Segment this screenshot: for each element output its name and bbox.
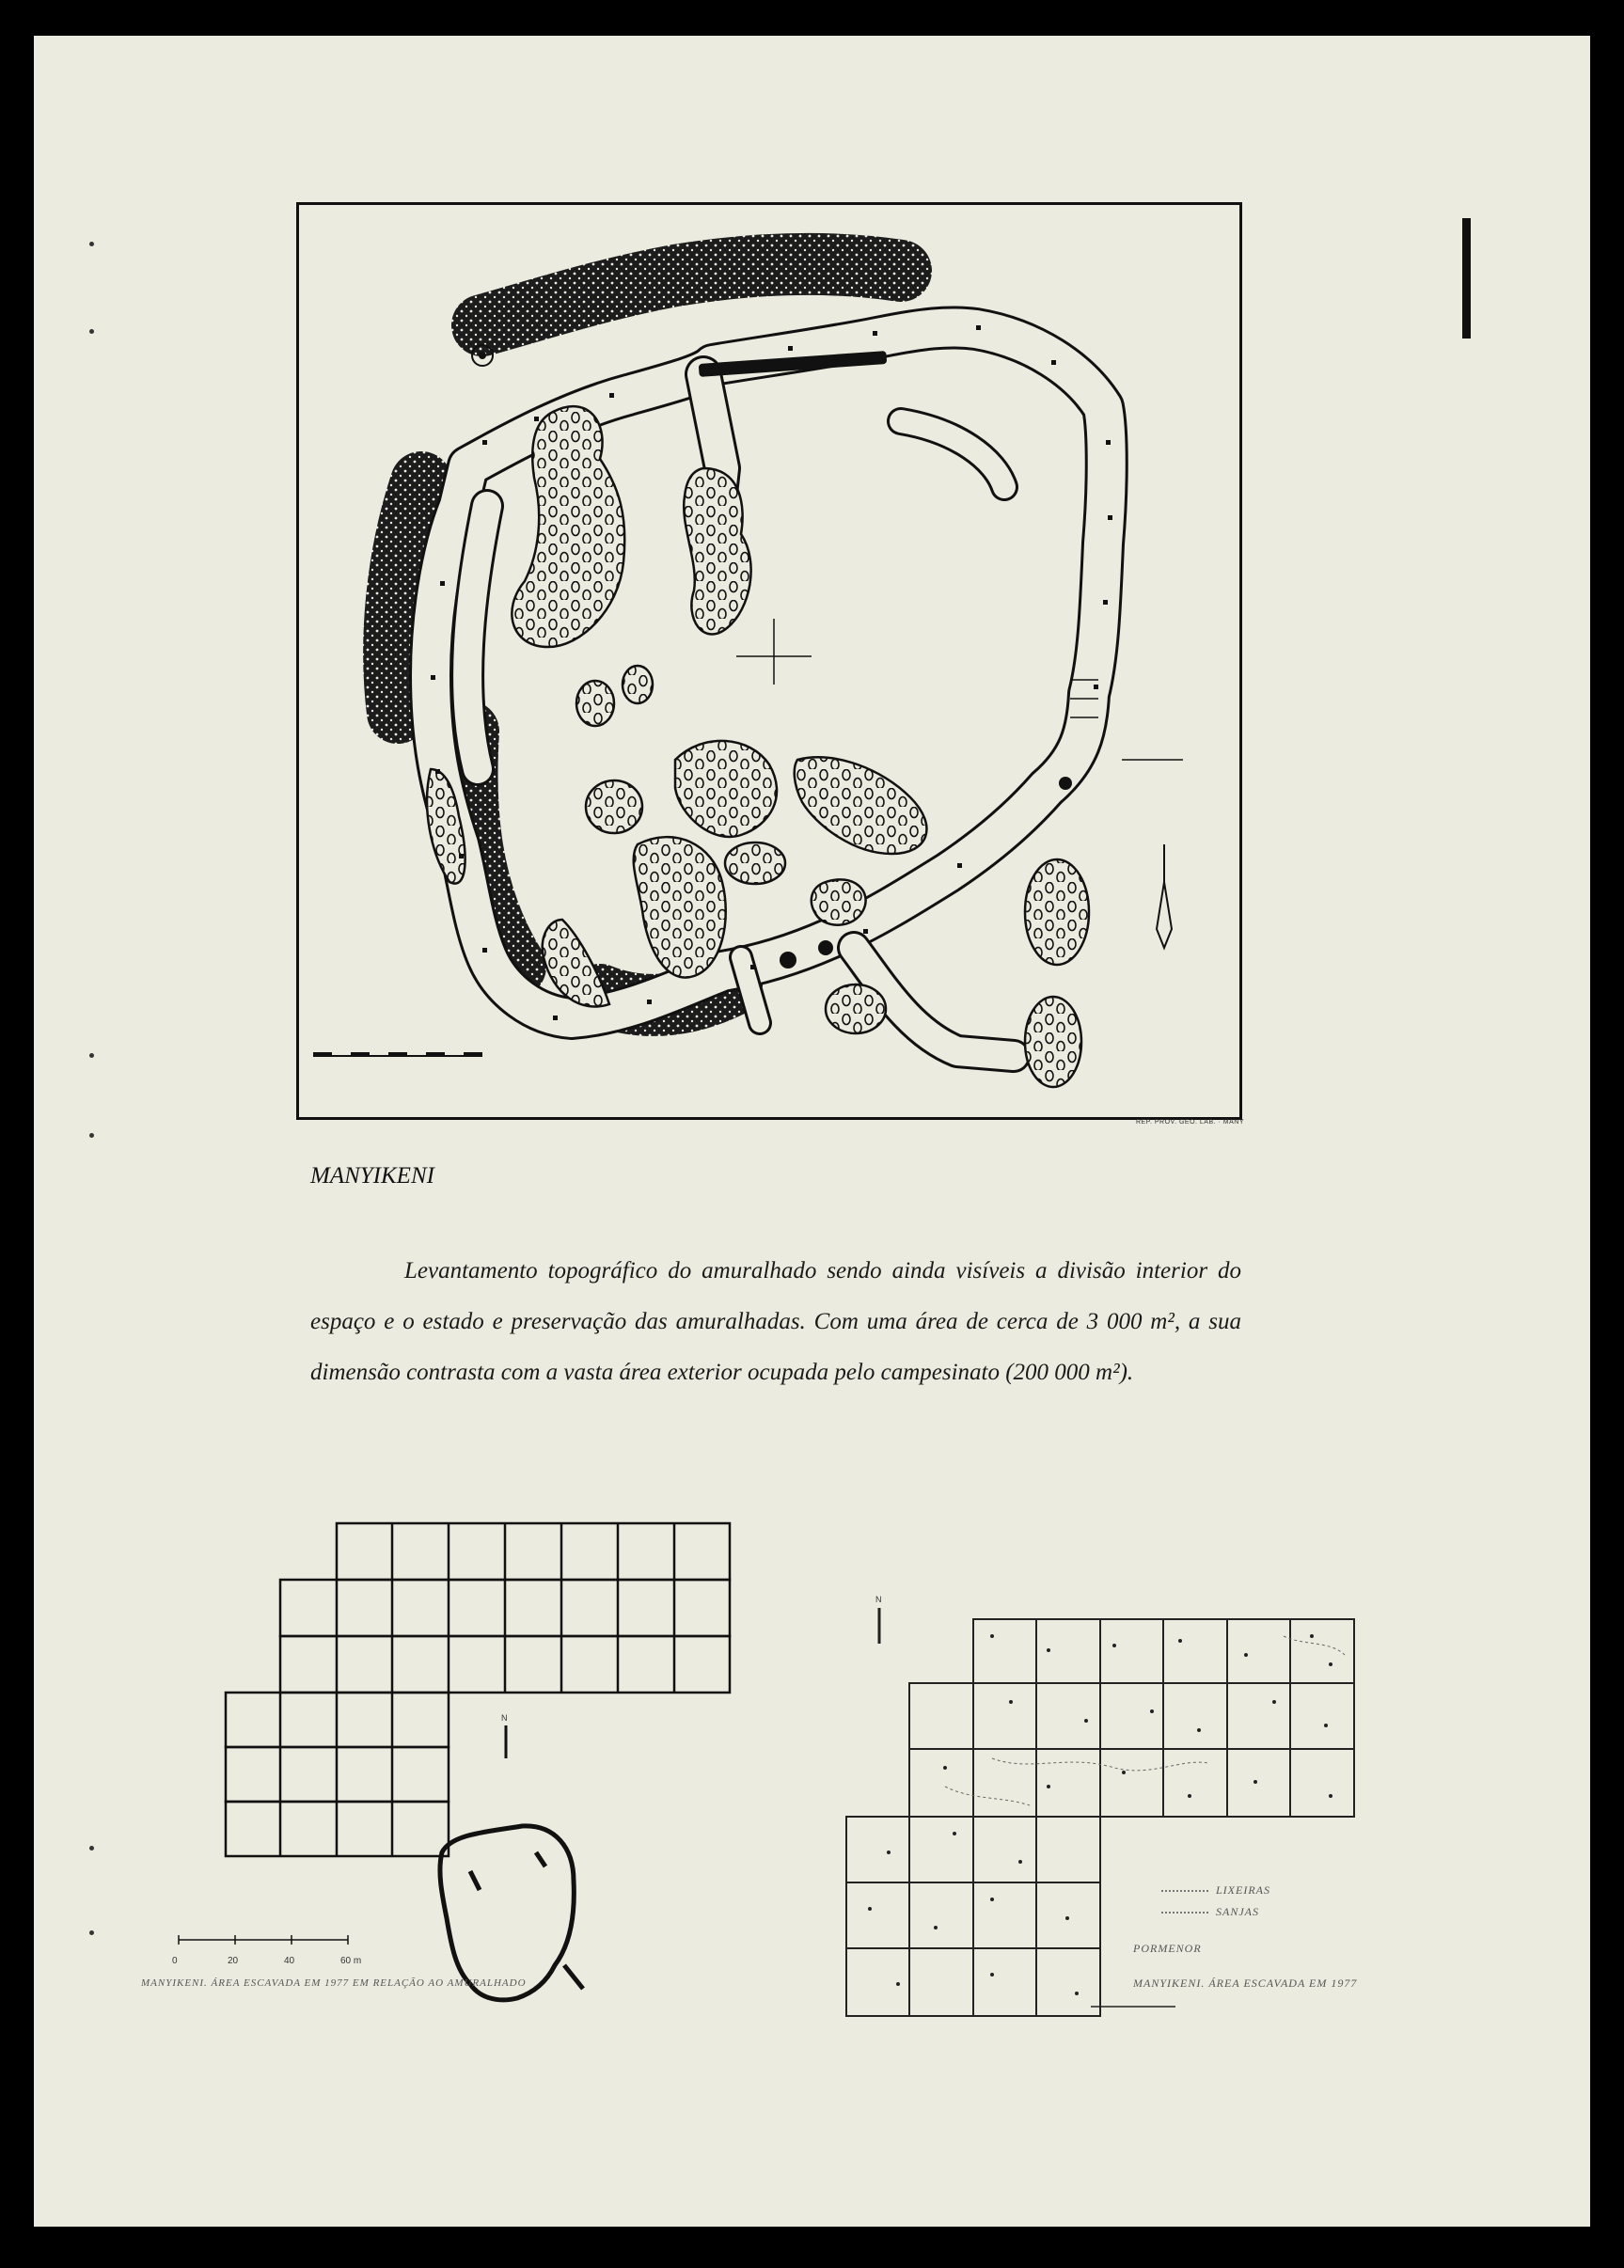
punch-hole xyxy=(89,1930,94,1935)
scale-label-20: 20 xyxy=(228,1956,239,1966)
legend-lixeiras-label: LIXEIRAS xyxy=(1216,1883,1270,1897)
punch-hole xyxy=(89,329,94,334)
legend-sanjas xyxy=(1161,1905,1259,1919)
caption-text: Levantamento topográfico do amuralhado sendo ainda visíveis a divisão interior do espaço e o estado e preservação das amuralhadas. Com uma área de cerca de 3 000 m², a sua dimensão contrasta com a vasta área exterior ocupada pelo campesinato (200 000 m²). xyxy=(310,1258,1241,1385)
punch-hole xyxy=(89,1846,94,1851)
scale-label-60: 60 m xyxy=(340,1956,362,1966)
detail-caption: MANYIKENI. ÁREA ESCAVADA EM 1977 xyxy=(1133,1977,1358,1990)
page-title: MANYIKENI xyxy=(310,1163,434,1189)
legend-lixeiras xyxy=(1161,1883,1270,1898)
north-label: N xyxy=(501,1713,508,1723)
topographic-map-drawing xyxy=(299,205,1239,1117)
scale-label-0: 0 xyxy=(172,1956,178,1966)
excavation-location-figure xyxy=(169,1476,790,2022)
scale-bar xyxy=(179,1935,348,1945)
punch-hole xyxy=(89,1053,94,1058)
punch-hole xyxy=(89,1133,94,1138)
legend-lixeiras-swatch xyxy=(1161,1890,1208,1892)
map-scale-bar xyxy=(313,1052,482,1057)
excavation-grid-drawing xyxy=(169,1476,790,2022)
punch-hole xyxy=(89,242,94,246)
north-arrow-icon xyxy=(1157,844,1172,948)
scan-edge-mark xyxy=(1462,218,1471,339)
legend-sanjas-label: SANJAS xyxy=(1216,1905,1259,1918)
legend-sanjas-swatch xyxy=(1161,1912,1208,1914)
figure-caption xyxy=(310,1246,1241,1398)
enclosure-outline xyxy=(440,1826,583,2000)
map-credit: REP. PROV. GEO. LAB. · MANY xyxy=(1136,1119,1245,1126)
left-figure-caption: MANYIKENI. ÁREA ESCAVADA EM 1977 EM RELAÇÃO AO AMURALHADO xyxy=(141,1977,527,1989)
scale-label-40: 40 xyxy=(284,1956,295,1966)
north-label: N xyxy=(875,1595,882,1604)
detail-label: PORMENOR xyxy=(1133,1942,1202,1955)
topographic-map xyxy=(296,202,1242,1120)
